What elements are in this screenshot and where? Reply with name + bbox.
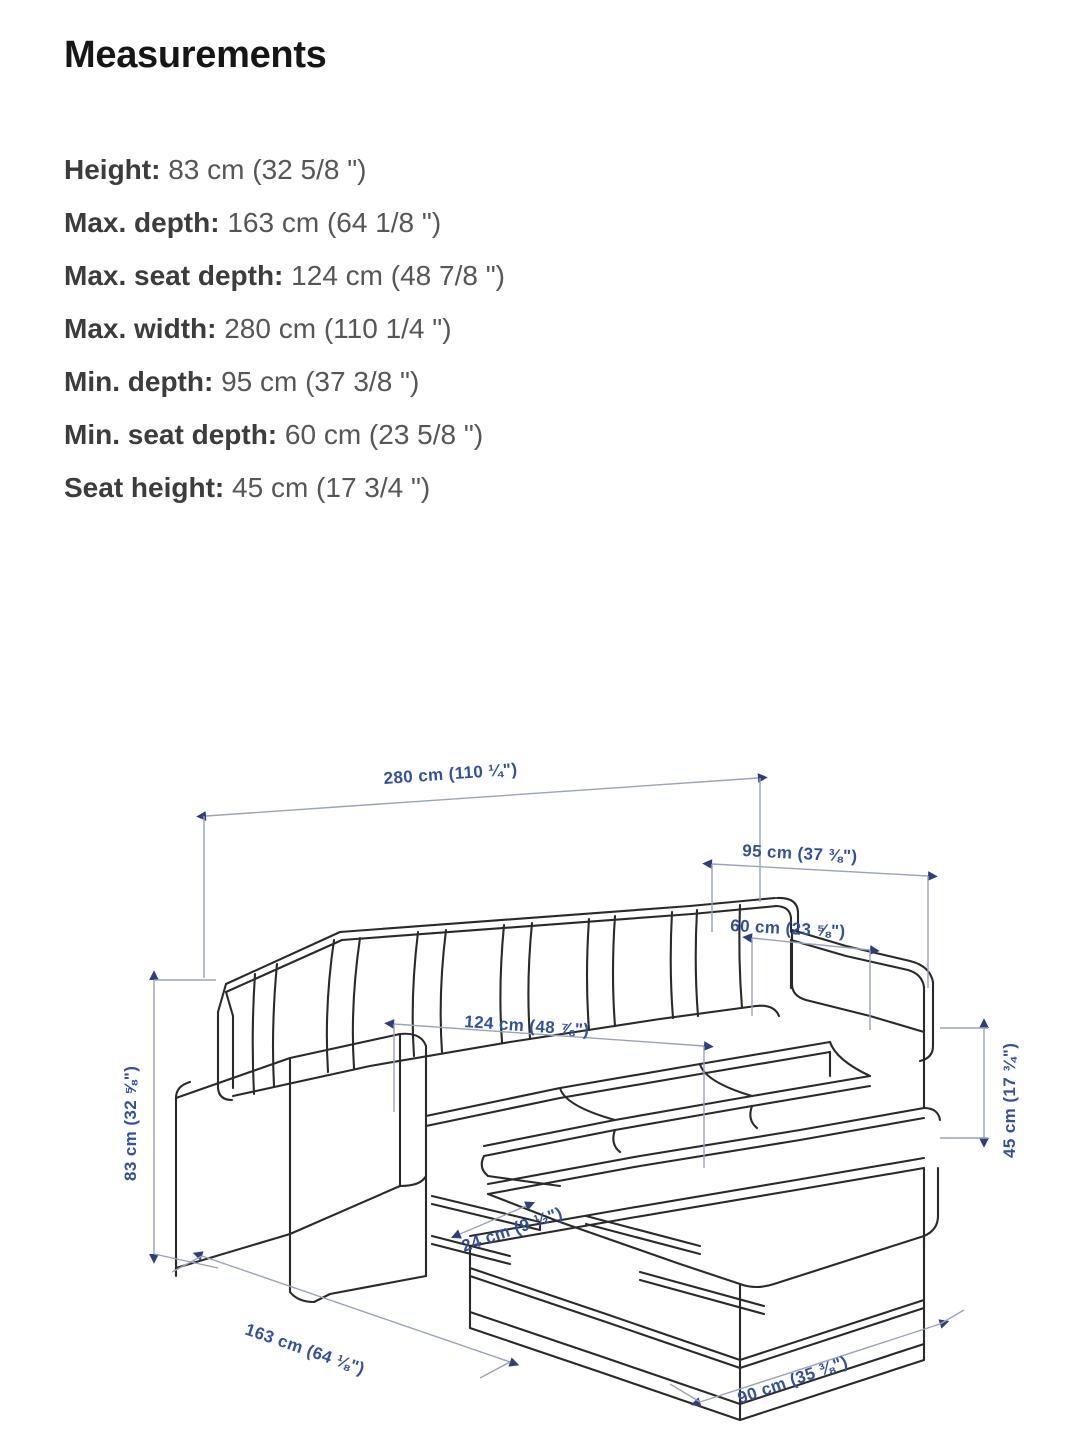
measurement-label: Max. seat depth: [64, 260, 284, 291]
measurement-value: 124 cm (48 7/8 ") [291, 260, 505, 291]
dimension-label-max-width: 280 cm (110 ¼") [382, 759, 519, 788]
measurement-label: Height: [64, 154, 161, 185]
measurement-label: Max. width: [64, 313, 217, 344]
measurement-row-seat-height [64, 461, 505, 514]
page-title: Measurements [64, 34, 327, 76]
measurement-label: Min. depth: [64, 366, 214, 397]
measurement-label: Seat height: [64, 472, 225, 503]
measurement-row-max-seat-depth [64, 249, 505, 302]
measurement-row-min-seat-depth [64, 408, 505, 461]
measurement-label: Min. seat depth: [64, 419, 278, 450]
measurement-value: 83 cm (32 5/8 ") [168, 154, 367, 185]
dimension-label-height: 83 cm (32 ⅝") [121, 1065, 140, 1181]
measurement-value: 95 cm (37 3/8 ") [221, 366, 420, 397]
dimension-label-max-depth: 163 cm (64 ⅛") [242, 1319, 368, 1379]
measurement-row-height [64, 143, 505, 196]
measurement-row-min-depth [64, 355, 505, 408]
dimension-label-seat-height: 45 cm (17 ¾") [1000, 1042, 1019, 1158]
sofa-dimension-diagram [40, 716, 1066, 1456]
measurement-label: Max. depth: [64, 207, 220, 238]
measurement-list [64, 143, 505, 514]
measurement-row-max-width [64, 302, 505, 355]
measurement-row-max-depth [64, 196, 505, 249]
dimension-height [154, 980, 218, 1268]
dimension-label-min-depth: 95 cm (37 ⅜") [741, 841, 858, 867]
measurement-value: 60 cm (23 5/8 ") [284, 419, 484, 450]
measurement-value: 163 cm (64 1/8 ") [227, 207, 442, 238]
dimension-min-seat-depth [752, 938, 870, 1030]
dimension-max-width [204, 778, 760, 978]
measurement-value: 45 cm (17 3/4 ") [232, 472, 431, 503]
dimension-label-max-seat-depth: 124 cm (48 ⅞") [463, 1012, 590, 1040]
dimension-label-leg-clearance: 24 cm (9 ½") [459, 1203, 566, 1256]
dimension-max-seat-depth [394, 1024, 704, 1168]
dimension-chaise-width [670, 1310, 964, 1402]
measurement-value: 280 cm (110 1/4 ") [224, 313, 452, 344]
dimension-label-chaise-width: 90 cm (35 ⅜") [735, 1352, 851, 1408]
dimension-label-min-seat-depth: 60 cm (23 ⅝") [729, 916, 846, 942]
dimension-seat-height [940, 1028, 988, 1138]
